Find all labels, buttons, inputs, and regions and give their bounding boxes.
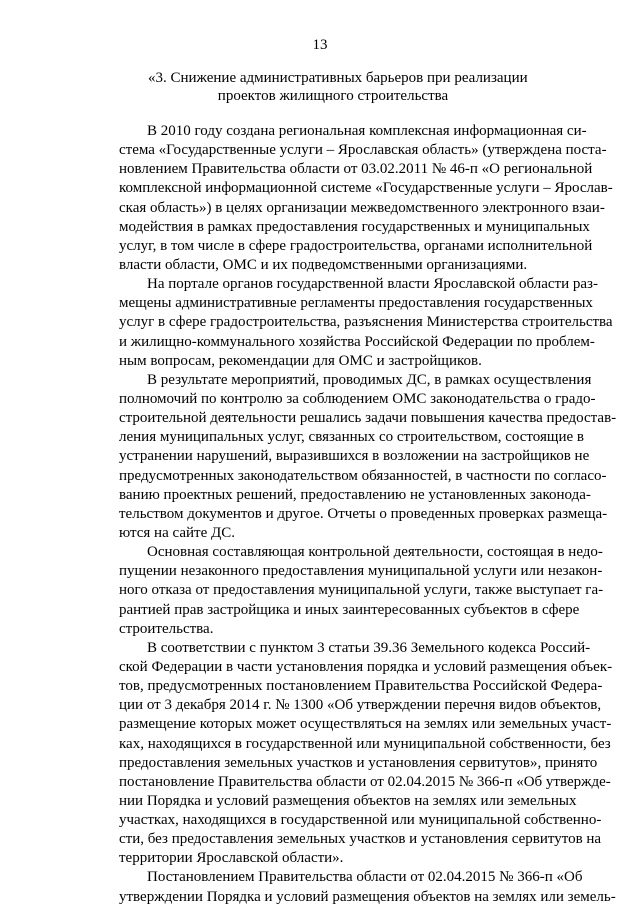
text-line: предоставления земельных участков и установления сервитутов», принято xyxy=(119,754,598,771)
text-line: власти области, ОМС и их подведомственными организациями. xyxy=(119,256,528,273)
paragraph xyxy=(119,371,617,543)
text-line: мещены административные регламенты предоставления государственных xyxy=(119,295,593,312)
text-line: тов, предусмотренных постановлением Правительства Российской Федера- xyxy=(119,678,603,695)
text-line: предусмотренных законодательством обязанностей, в частности по согласо- xyxy=(119,467,607,484)
text-line: В соответствии с пунктом 3 статьи 39.36 Земельного кодекса Россий- xyxy=(147,639,591,656)
text-line: ках, находящихся в государственной или муниципальной собственности, без xyxy=(119,735,611,752)
text-line: ления муниципальных услуг, связанных со строительством, состоящие в xyxy=(119,429,584,446)
text-line: сти, без предоставления земельных участков и установления сервитутов на xyxy=(119,831,602,848)
text-line: участках, находящихся в государственной или муниципальной собственно- xyxy=(119,812,602,829)
text-line: размещение которых может осуществляться на землях или земельных участ- xyxy=(119,716,612,733)
paragraph xyxy=(119,275,613,371)
text-line: модействия в рамках предоставления государственных и муниципальных xyxy=(119,218,590,235)
text-line: В результате мероприятий, проводимых ДС, в рамках осуществления xyxy=(147,371,592,388)
text-line: рантией прав застройщика и иных заинтересованных субъектов в сфере xyxy=(119,601,580,618)
text-line: В 2010 году создана региональная комплексная информационная си- xyxy=(147,123,587,139)
paragraph xyxy=(119,868,616,906)
text-line: устранении нарушений, выразившихся в возложении на застройщиков не xyxy=(119,448,590,465)
text-line: строительства. xyxy=(119,620,214,637)
text-line: нии Порядка и условий размещения объектов на землях или земельных xyxy=(119,792,577,809)
text-line: ванию проектных решений, предоставлению не установленных законода- xyxy=(119,486,591,503)
text-line: утверждении Порядка и условий размещения объектов на землях или земель- xyxy=(119,888,616,905)
text-line: ного отказа от предоставления муниципальной услуги, также выступает га- xyxy=(119,582,604,599)
text-line: Постановлением Правительства области от 02.04.2015 № 366-п «Об xyxy=(147,869,583,886)
paragraph xyxy=(119,543,604,639)
text-line: пущении незаконного предоставления муниципальной услуги или незакон- xyxy=(119,563,603,580)
text-line: ным вопросам, рекомендации для ОМС и застройщиков. xyxy=(119,352,482,369)
text-line: ции от 3 декабря 2014 г. № 1300 «Об утверждении перечня видов объектов, xyxy=(119,697,602,714)
text-line: постановление Правительства области от 02.04.2015 № 366-п «Об утвержде- xyxy=(119,773,611,790)
text-line: территории Ярославской области». xyxy=(119,850,344,867)
text-line: новлением Правительства области от 03.02.2011 № 46-п «О региональной xyxy=(119,161,593,178)
heading-line: проектов жилищного строительства xyxy=(217,88,449,104)
heading-line: «3. Снижение административных барьеров при реализации xyxy=(148,70,528,86)
section-heading xyxy=(148,69,528,105)
text-line: комплексной информационной системе «Государственные услуги – Ярослав- xyxy=(119,180,613,197)
text-line: ются на сайте ДС. xyxy=(119,524,235,541)
text-line: тельством документов и другое. Отчеты о проведенных проверках размеща- xyxy=(119,505,608,522)
paragraph xyxy=(119,639,613,869)
text-line: стема «Государственные услуги – Ярославская область» (утверждена поста- xyxy=(119,142,607,159)
text-line: ской Федерации в части установления порядка и условий размещения объек- xyxy=(119,658,613,675)
document-body xyxy=(119,122,617,907)
text-line: Основная составляющая контрольной деятельности, состоящая в недо- xyxy=(147,544,603,561)
text-line: ская область») в целях организации межведомственного электронного взаи- xyxy=(119,199,605,216)
text-line: услуг, в том числе в сфере градостроительства, органами исполнительной xyxy=(119,237,593,254)
text-line: строительной деятельности решались задачи повышения качества предостав- xyxy=(119,410,617,427)
text-line: и жилищно-коммунального хозяйства Российской Федерации по проблем- xyxy=(119,333,595,350)
page-number: 13 xyxy=(312,37,328,53)
text-line: На портале органов государственной власти Ярославской области раз- xyxy=(147,276,598,293)
text-line: полномочий по контролю за соблюдением ОМС законодательства о градо- xyxy=(119,390,596,407)
text-line: услуг в сфере градостроительства, разъяснения Министерства строительства xyxy=(119,314,613,331)
paragraph xyxy=(119,122,613,275)
